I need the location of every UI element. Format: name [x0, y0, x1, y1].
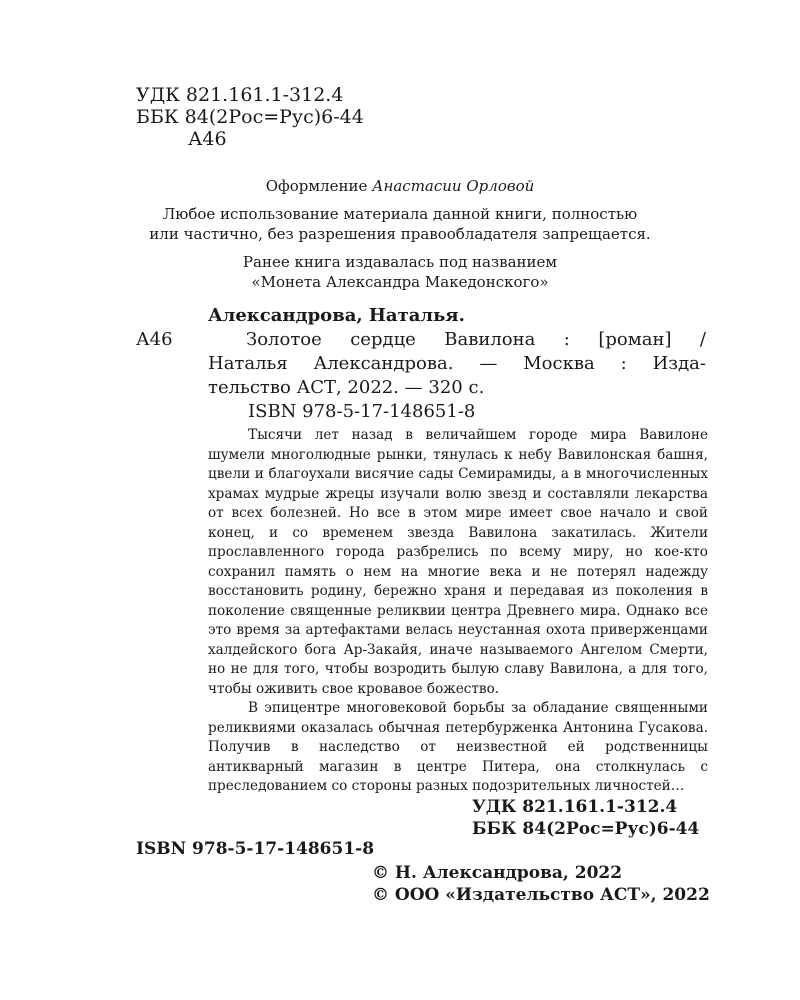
bbk-code: ББК 84(2Рос=Рус)6-44	[136, 106, 364, 128]
previous-title-line-1: Ранее книга издавалась под названием	[242, 253, 558, 271]
copyright-author: © Н. Александрова, 2022	[372, 863, 623, 883]
annotation	[208, 426, 708, 797]
design-credit-label: Оформление	[265, 177, 368, 195]
bbk-code-bottom: ББК 84(2Рос=Рус)6-44	[472, 819, 700, 839]
isbn-bottom: ISBN 978-5-17-148651-8	[136, 839, 375, 859]
bib-title-line-1: Золотое сердце Вавилона : [роман] /	[246, 329, 706, 350]
annotation-paragraph-1: Тысячи лет назад в величайшем городе мира Вавилоне шумели многолюдные рынки, тянулась к небу Вавилонская башня, цвели и благоухали висячие сады Семирамиды, а в многочисленных храмах мудрые жрецы изучали волю звезд и составляли лекарства от всех болезней. Но все в этом мире имеет свое начало и свой конец, и со временем звезда Вавилона закатилась. Жители прославленного города разбрелись по всему миру, но кое-кто сохранил память о нем на многие века и не потерял надежду восстановить родину, бережно храня и передавая из поколения в поколение священные реликвии центра Древнего мира. Однако все это время за артефактами велась неустанная охота приверженцами халдейского бога Ар-Закайя, иначе называемого Ангелом Смерти, но не для того, чтобы возродить былую славу Вавилона, а для того, чтобы оживить свое кровавое божество.	[208, 427, 708, 697]
previous-title-line-2: «Монета Александра Македонского»	[251, 273, 549, 291]
bib-mark: А46	[136, 329, 173, 350]
author-mark: А46	[188, 128, 227, 150]
annotation-paragraph-2: В эпицентре многовековой борьбы за обладание священными реликвиями оказалась обычная петербурженка Антонина Гусакова. Получив в наследство от неизвестной ей родственницы антикварный магазин в центре Питера, она столкнулась с преследованием со стороны разных подозрительных личностей…	[208, 700, 708, 794]
copyright-notice-line-1: Любое использование материала данной книги, полностью	[162, 205, 638, 223]
design-credit	[100, 176, 700, 196]
bib-title-line-3: тельство АСТ, 2022. — 320 с.	[208, 377, 485, 398]
bib-author: Александрова, Наталья.	[208, 305, 465, 326]
bib-title-line-2: Наталья Александрова. — Москва : Изда-	[208, 353, 706, 374]
udk-code: УДК 821.161.1-312.4	[136, 84, 344, 106]
copyright-notice-line-2: или частично, без разрешения правообладателя запрещается.	[149, 225, 651, 243]
copyright-publisher: © ООО «Издательство АСТ», 2022	[372, 885, 710, 905]
udk-code-bottom: УДК 821.161.1-312.4	[472, 797, 678, 817]
bib-isbn: ISBN 978-5-17-148651-8	[248, 401, 476, 422]
design-credit-name: Анастасии Орловой	[372, 177, 535, 195]
